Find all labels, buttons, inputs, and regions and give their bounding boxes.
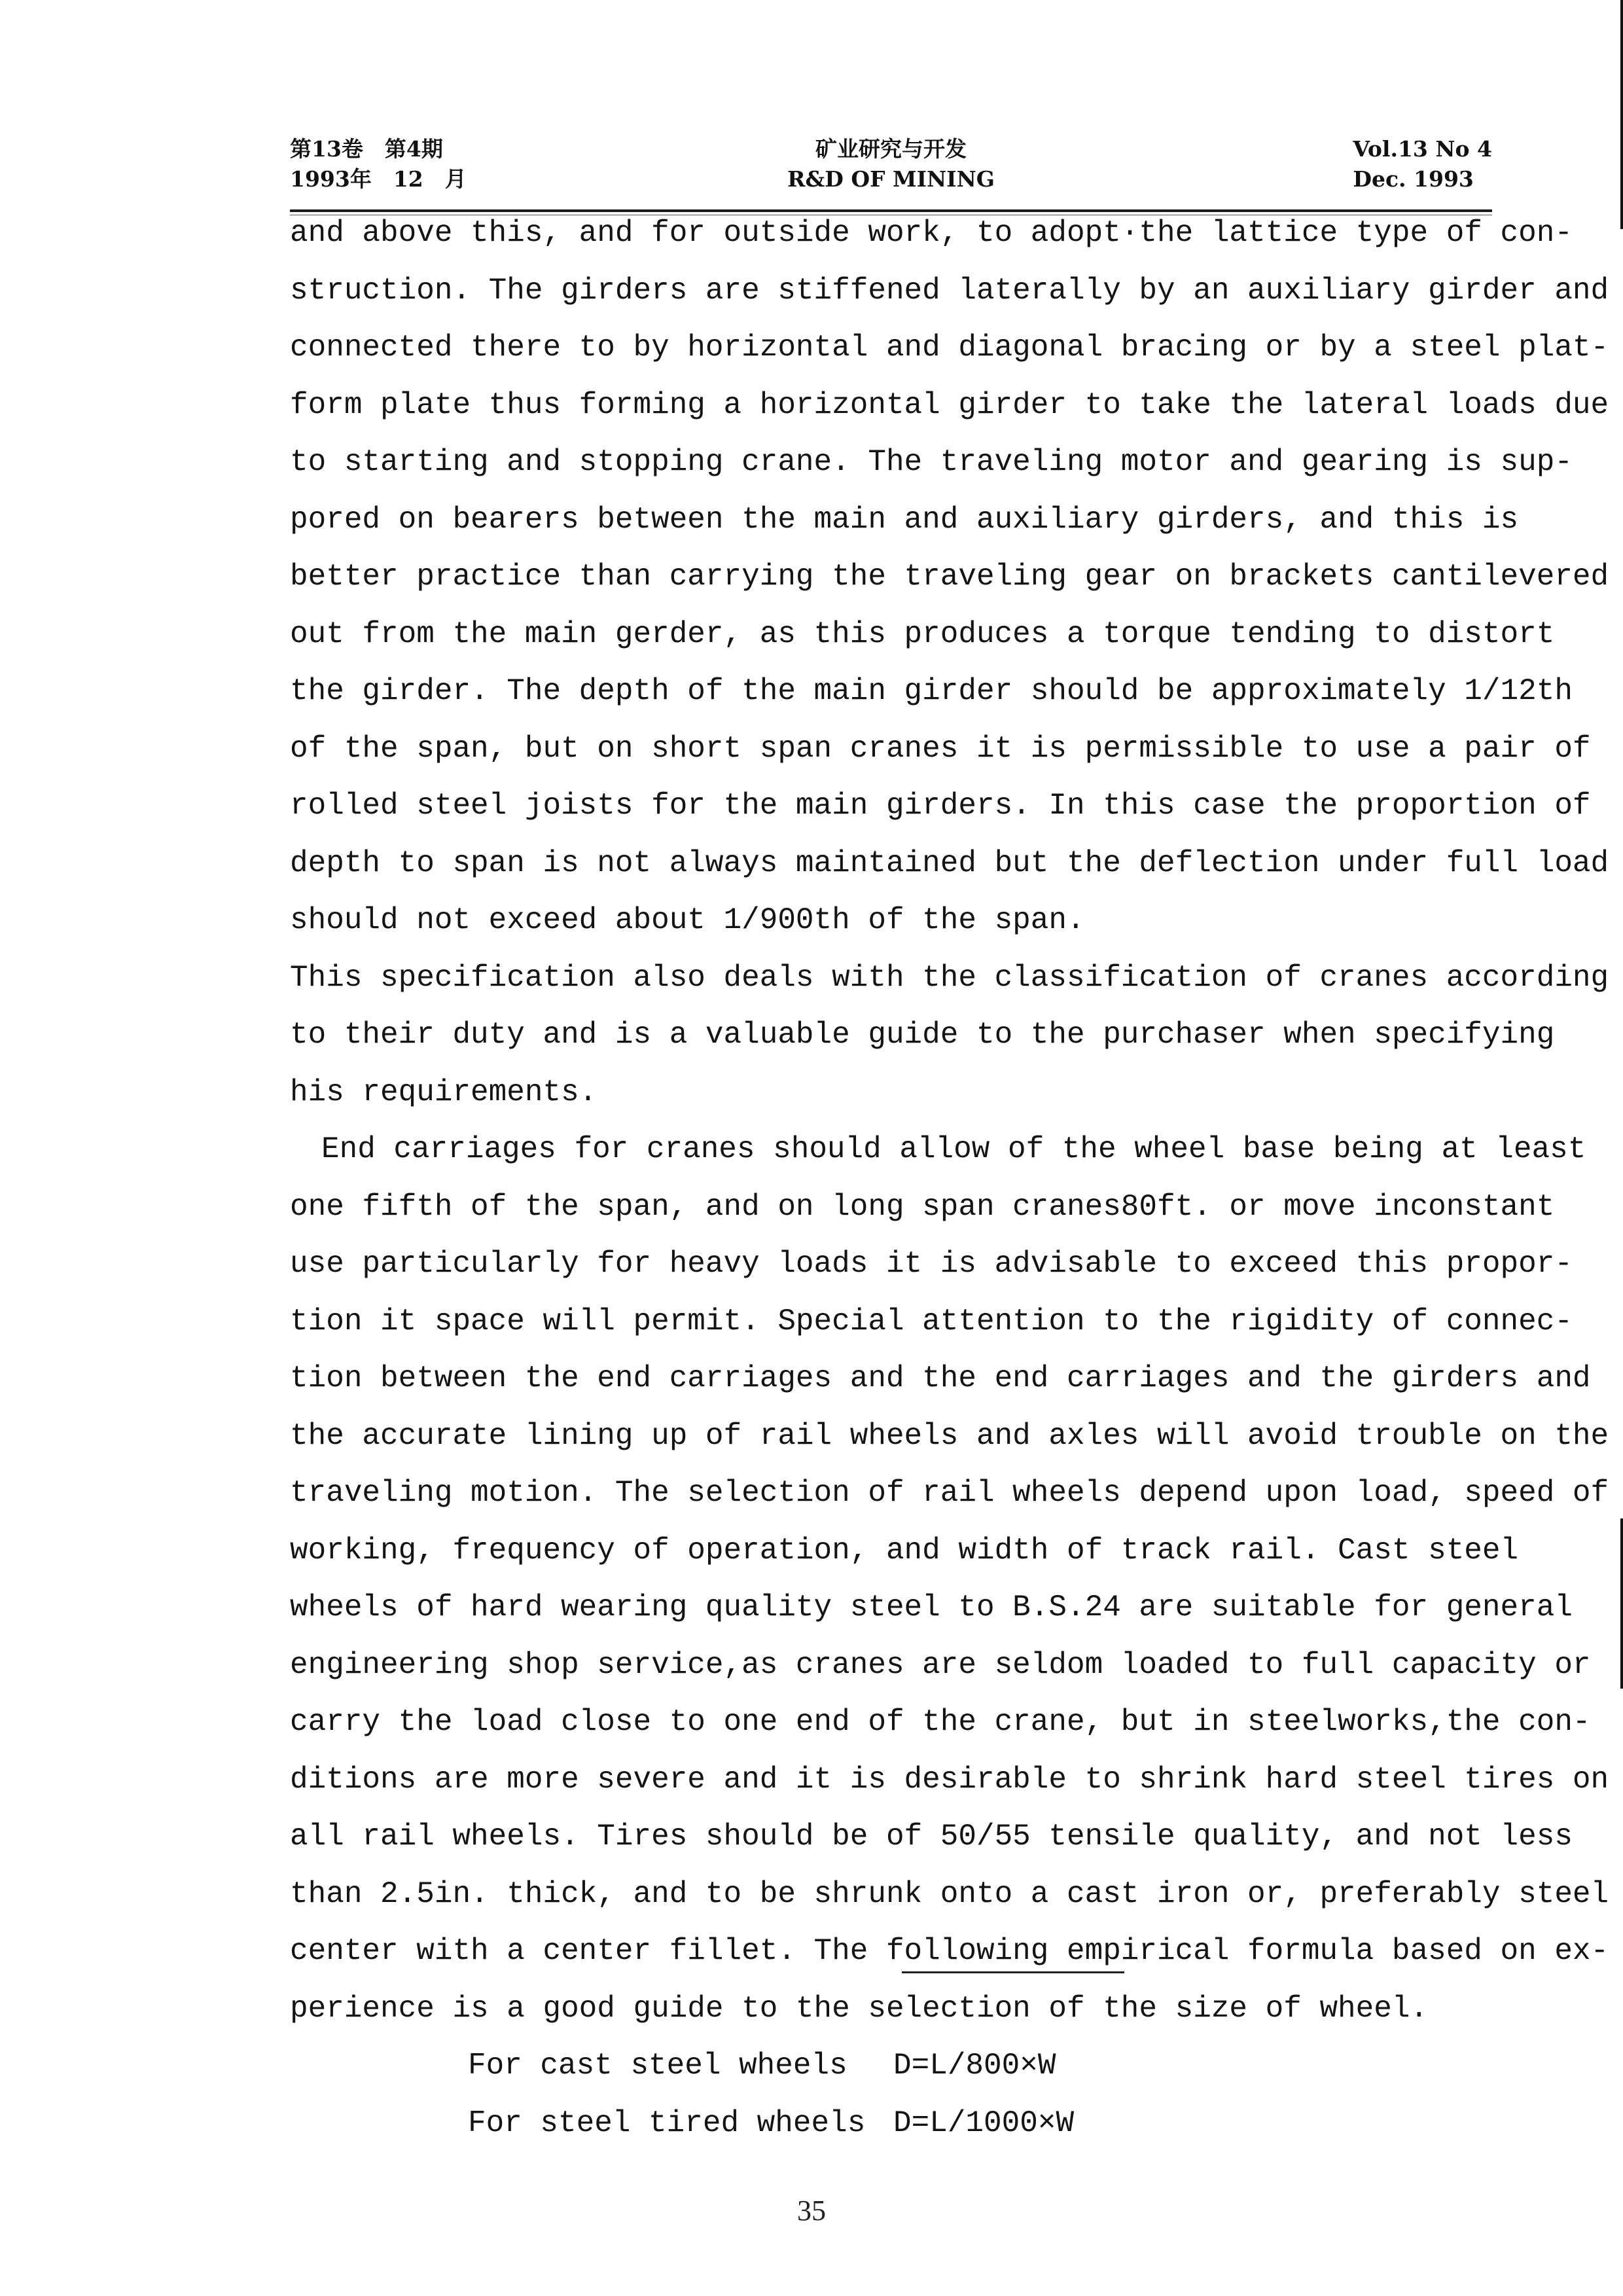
text-line: to starting and stopping crane. The traveling motor and gearing is sup- [290,445,1573,479]
text-line: pored on bearers between the main and auxiliary girders, and this is [290,502,1519,537]
text-line: the girder. The depth of the main girder should be approximately 1/12th [290,674,1573,708]
text-line: connected there to by horizontal and diagonal bracing or by a steel plat- [290,331,1609,365]
scan-margin-mark [1620,0,1623,229]
text-line: struction. The girders are stiffened laterally by an auxiliary girder and [290,273,1609,308]
formula-expression: D=L/1000×W [893,2106,1075,2140]
header-journal-title-en: R&D OF MINING [787,166,995,192]
text-line: tion between the end carriages and the end carriages and the girders and [290,1361,1591,1395]
page-number: 35 [797,2195,826,2227]
header-volume-issue-cn: 第13卷 第4期 [290,136,443,162]
header-journal-title-cn: 矿业研究与开发 [815,136,967,162]
text-line: of the span, but on short span cranes it is permissible to use a pair of [290,731,1591,766]
handwritten-underline [902,1971,1124,1973]
text-line: tion it space will permit. Special attention to the rigidity of connec- [290,1304,1573,1338]
text-line: This specification also deals with the classification of cranes according [290,960,1609,995]
text-line: better practice than carrying the traveling gear on brackets cantilevered [290,560,1609,594]
scan-margin-mark [1620,1518,1623,1689]
text-line: than 2.5in. thick, and to be shrunk onto a cast iron or, preferably steel [290,1876,1609,1911]
text-line: working, frequency of operation, and width of track rail. Cast steel [290,1533,1519,1568]
text-line: use particularly for heavy loads it is advisable to exceed this propor- [290,1247,1573,1281]
header-date-cn: 1993年 12 月 [290,166,467,192]
text-line: one fifth of the span, and on long span cranes80ft. or move inconstant [290,1189,1555,1224]
text-line: the accurate lining up of rail wheels and axles will avoid trouble on the [290,1418,1609,1453]
text-line: traveling motion. The selection of rail wheels depend upon load, speed of [290,1476,1609,1510]
formula-expression: D=L/800×W [893,2049,1056,2083]
text-line: his requirements. [290,1075,597,1109]
article-body [290,205,1609,2152]
formula-steel-tired [290,2095,1501,2153]
journal-header [290,134,1492,200]
text-line: to their duty and is a valuable guide to the purchaser when specifying [290,1018,1555,1052]
text-line: wheels of hard wearing quality steel to B.S.24 are suitable for general [290,1590,1573,1624]
header-date-en: Dec. 1993 [1353,166,1474,192]
text-line: out from the main gerder, as this produces a torque tending to distort [290,617,1555,651]
text-line: rolled steel joists for the main girders. In this case the proportion of [290,789,1591,823]
text-line: ditions are more severe and it is desirable to shrink hard steel tires on [290,1762,1609,1797]
text-line: perience is a good guide to the selection of the size of wheel. [290,1991,1429,2026]
header-journal-title [290,134,1492,194]
header-volume-en [1353,134,1492,194]
text-line: should not exceed about 1/900th of the span. [290,903,1085,937]
text-line: End carriages for cranes should allow of the wheel base being at least [321,1132,1586,1166]
header-volume-issue-en: Vol.13 No 4 [1353,136,1492,162]
formula-label: For steel tired wheels [468,2106,866,2140]
text-line: form plate thus forming a horizontal girder to take the lateral loads due [290,387,1609,422]
text-line: center with a center fillet. The following empirical formula based on ex- [290,1934,1609,1968]
formula-label: For cast steel wheels [468,2049,847,2083]
formula-cast-steel [290,2037,1501,2095]
text-line: engineering shop service,as cranes are seldom loaded to full capacity or [290,1647,1591,1682]
text-line: all rail wheels. Tires should be of 50/55 tensile quality, and not less [290,1820,1573,1854]
text-line: depth to span is not always maintained but the deflection under full load [290,846,1609,880]
text-line: carry the load close to one end of the crane, but in steelworks,the con- [290,1705,1591,1739]
text-line: and above this, and for outside work, to adopt·the lattice type of con- [290,216,1573,250]
